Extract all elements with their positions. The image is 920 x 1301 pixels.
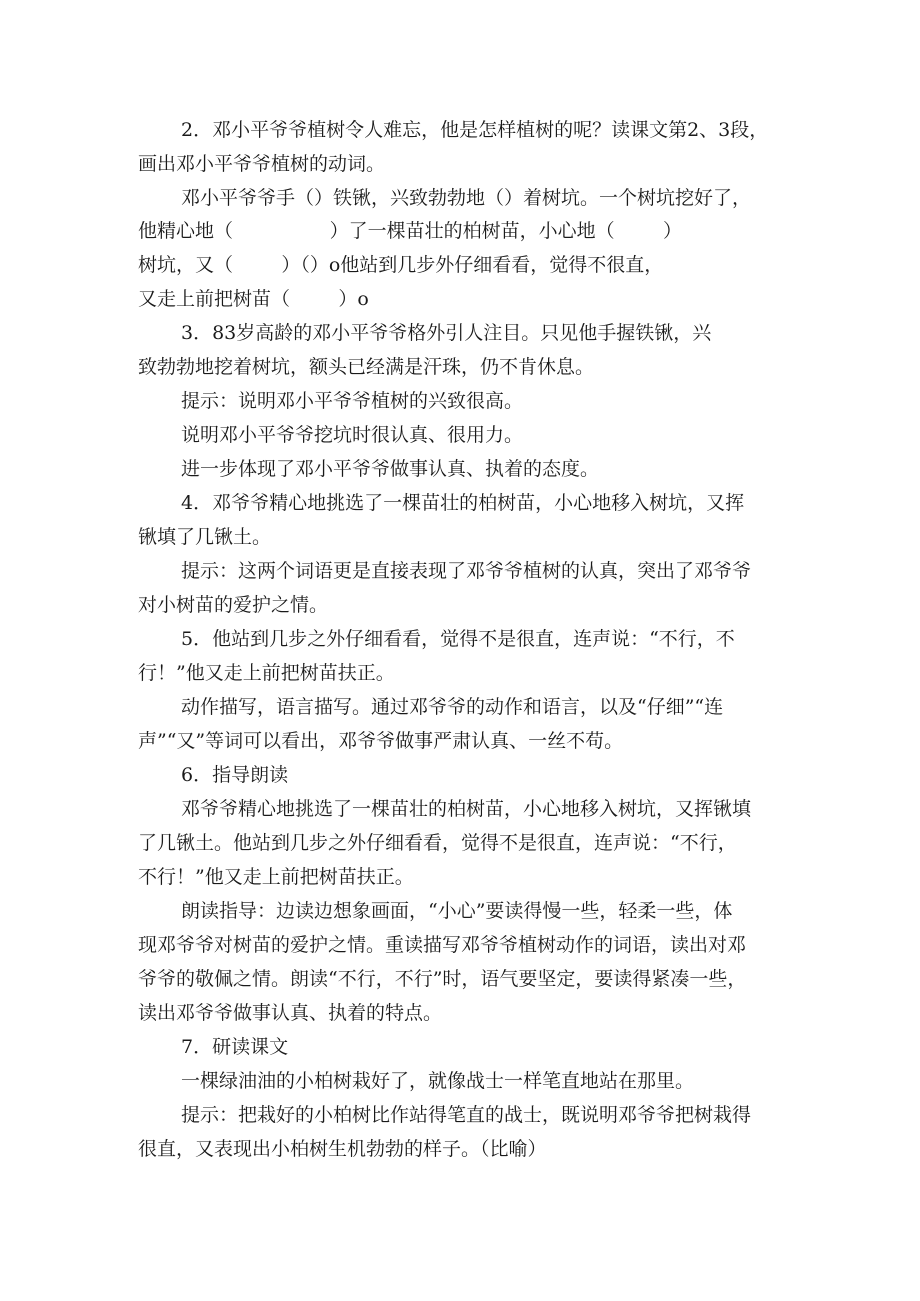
q7-heading: 7．研读课文 — [181, 1036, 289, 1058]
q4-hint-1: 提示：这两个词语更是直接表现了邓爷爷植树的认真，突出了邓爷爷 — [181, 560, 752, 582]
q6-text-2: 了几锹土。他站到几步之外仔细看看，觉得不是很直，连声说：“不行， — [138, 832, 737, 854]
q4-line-1: 4．邓爷爷精心地挑选了一棵苗壮的柏树苗，小心地移入树坑，又挥 — [181, 492, 745, 514]
q3-line-2: 致勃勃地挖着树坑，额头已经满是汗珠，仍不肯休息。 — [138, 356, 595, 378]
q6-text-1: 邓爷爷精心地挑选了一棵苗壮的柏树苗，小心地移入树坑，又挥锹填 — [181, 798, 752, 820]
q6-guide-4: 读出邓爷爷做事认真、执着的特点。 — [138, 1002, 443, 1024]
q2-fill-line-4: 又走上前把树苗（ ）o — [138, 288, 369, 310]
q2-fill-line-1: 邓小平爷爷手（）铁锹，兴致勃勃地（）着树坑。一个树坑挖好了， — [181, 187, 752, 209]
q2-fill-line-2: 他精心地（ ）了一棵苗壮的柏树苗，小心地（ ） — [138, 220, 682, 242]
q5-line-1: 5．他站到几步之外仔细看看，觉得不是很直，连声说：“不行，不 — [181, 628, 735, 650]
q6-guide-2: 现邓爷爷对树苗的爱护之情。重读描写邓爷爷植树动作的词语，读出对邓 — [138, 934, 747, 956]
q5-analysis-2: 声”“又”等词可以看出，邓爷爷做事严肃认真、一丝不苟。 — [138, 730, 624, 752]
q7-hint-1: 提示：把栽好的小柏树比作站得笔直的战士，既说明邓爷爷把树栽得 — [181, 1104, 752, 1126]
q6-guide-3: 爷爷的敬佩之情。朗读“不行，不行”时，语气要坚定，要读得紧凑一些， — [138, 968, 747, 990]
q6-text-3: 不行！”他又走上前把树苗扶正。 — [138, 866, 414, 888]
q5-line-2: 行！”他又走上前把树苗扶正。 — [138, 662, 395, 684]
q3-line-1: 3．83岁高龄的邓小平爷爷格外引人注目。只见他手握铁锹，兴 — [181, 322, 712, 344]
q6-heading: 6．指导朗读 — [181, 764, 289, 786]
q5-analysis-1: 动作描写，语言描写。通过邓爷爷的动作和语言，以及“仔细”“连 — [181, 696, 724, 718]
q2-line-1: 2．邓小平爷爷植树令人难忘，他是怎样植树的呢？读课文第2、3段， — [181, 119, 769, 141]
q2-fill-line-3: 树坑，又（ ）（）o他站到几步外仔细看看，觉得不很直， — [138, 254, 664, 276]
q3-hint-3: 进一步体现了邓小平爷爷做事认真、执着的态度。 — [181, 458, 600, 480]
q3-hint-2: 说明邓小平爷爷挖坑时很认真、很用力。 — [181, 424, 524, 446]
q3-hint-1: 提示：说明邓小平爷爷植树的兴致很高。 — [181, 390, 524, 412]
q2-line-2: 画出邓小平爷爷植树的动词。 — [138, 153, 386, 175]
q4-hint-2: 对小树苗的爱护之情。 — [138, 594, 329, 616]
q6-guide-1: 朗读指导：边读边想象画面，“小心”要读得慢一些，轻柔一些，体 — [181, 900, 733, 922]
q7-text: 一棵绿油油的小柏树栽好了，就像战士一样笔直地站在那里。 — [181, 1070, 695, 1092]
q4-line-2: 锹填了几锹土。 — [138, 526, 272, 548]
q7-hint-2: 很直，又表现出小柏树生机勃勃的样子。（比喻） — [138, 1138, 547, 1160]
